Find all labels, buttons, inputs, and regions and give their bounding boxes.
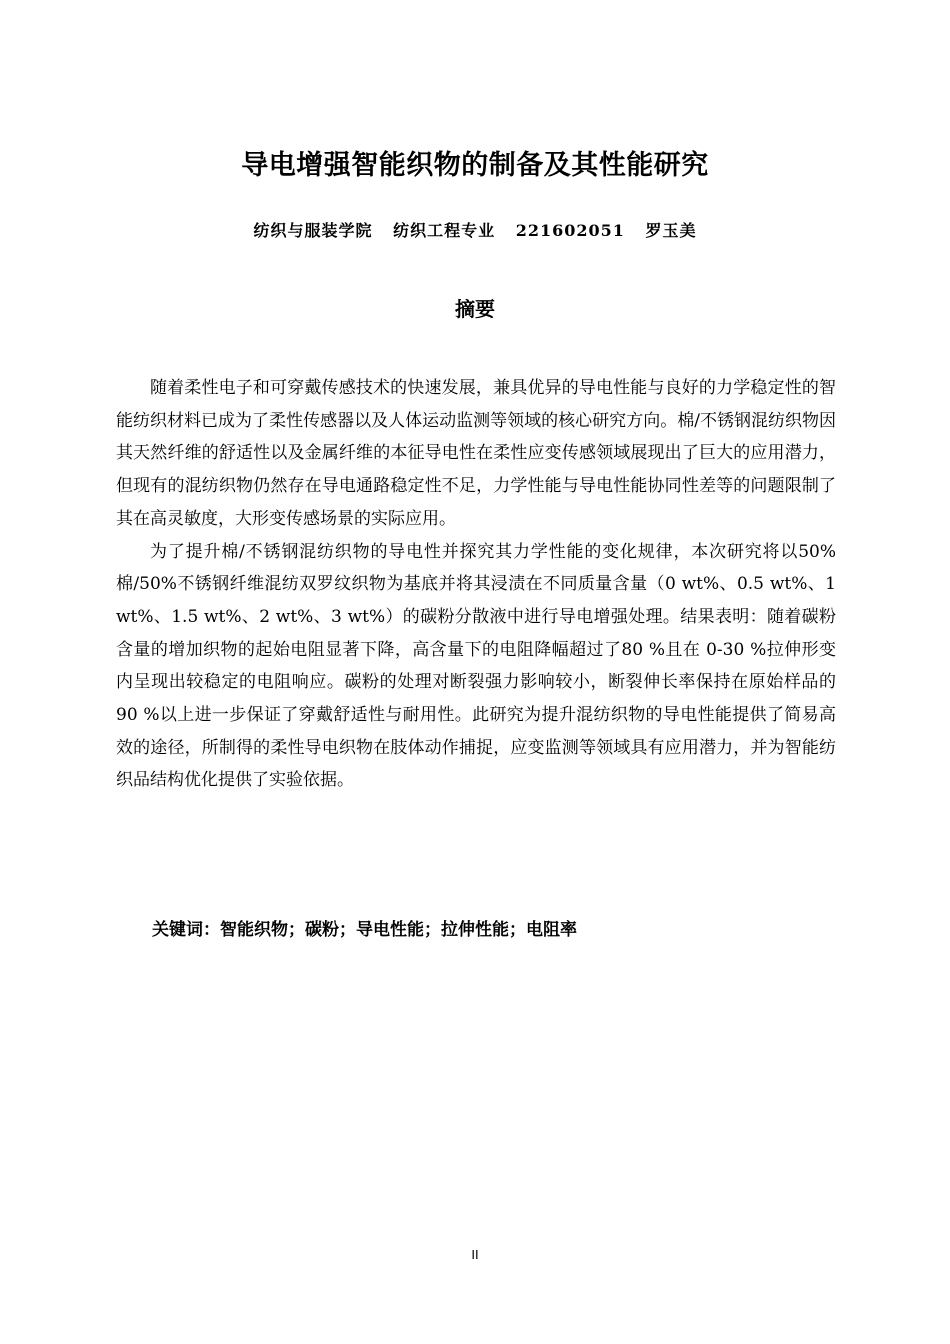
abstract-body [116,372,836,797]
abstract-heading: 摘要 [455,297,495,321]
page-number: II [471,1247,479,1262]
keywords-line: 关键词：智能织物；碳粉；导电性能；拉伸性能；电阻率 [152,920,577,940]
author-line [0,218,950,244]
author-college: 纺织与服装学院 [253,221,373,240]
author-student-id: 221602051 [515,221,625,240]
paper-title: 导电增强智能织物的制备及其性能研究 [241,150,709,181]
abstract-paragraph: 为了提升棉/不锈钢混纺织物的导电性并探究其力学性能的变化规律，本次研究将以50%棉/50%不锈钢纤维混纺双罗纹织物为基底并将其浸渍在不同质量含量（0 wt%、0.5 wt%、1 wt%、1.5 wt%、2 wt%、3 wt%）的碳粉分散液中进行导电增强处理。结果表明：随着碳粉含量的增加织物的起始电阻显著下降，高含量下的电阻降幅超过了80 %且在 0-30 %拉伸形变内呈现出较稳定的电阻响应。碳粉的处理对断裂强力影响较小，断裂伸长率保持在原始样品的 90 %以上进一步保证了穿戴舒适性与耐用性。此研究为提升混纺织物的导电性能提供了简易高效的途径，所制得的柔性导电织物在肢体动作捕捉，应变监测等领域具有应用潜力，并为智能纺织品结构优化提供了实验依据。 [116,541,836,791]
author-major: 纺织工程专业 [393,221,496,240]
author-name: 罗玉美 [645,221,697,240]
abstract-paragraph: 随着柔性电子和可穿戴传感技术的快速发展，兼具优异的导电性能与良好的力学稳定性的智能纺织材料已成为了柔性传感器以及人体运动监测等领域的核心研究方向。棉/不锈钢混纺织物因其天然纤维的舒适性以及金属纤维的本征导电性在柔性应变传感领域展现出了巨大的应用潜力，但现有的混纺织物仍然存在导电通路稳定性不足，力学性能与导电性能协同性差等的问题限制了其在高灵敏度，大形变传感场景的实际应用。 [116,378,836,529]
